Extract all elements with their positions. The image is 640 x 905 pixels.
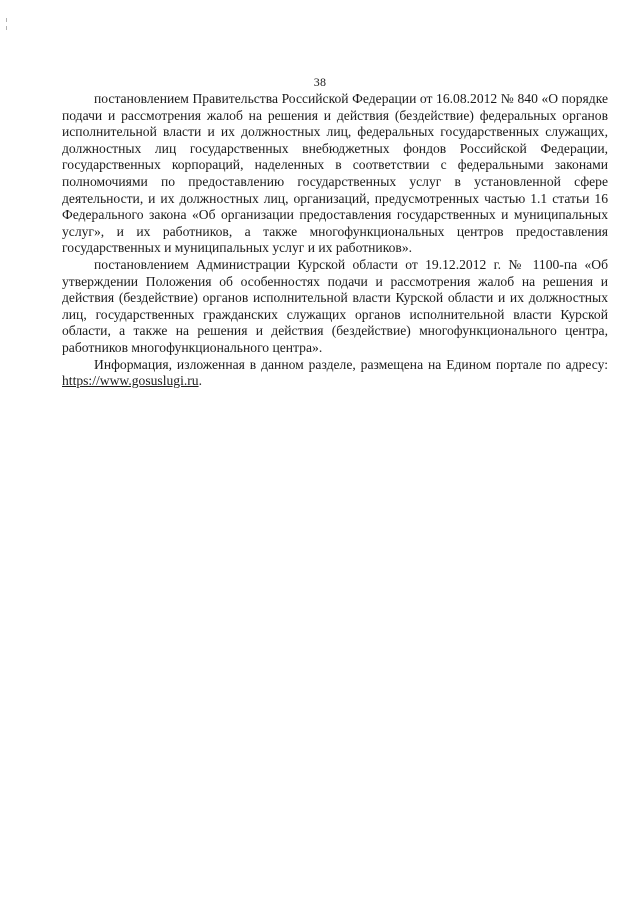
scan-edge-mark-top bbox=[6, 18, 7, 22]
scan-edge-mark-lower bbox=[6, 26, 7, 30]
gosuslugi-link[interactable]: https://www.gosuslugi.ru bbox=[62, 373, 199, 389]
paragraph-government-decree: постановлением Правительства Российской Федерации от 16.08.2012 № 840 «О порядке подачи и рассмотрения жалоб на решения и действия (бездействие) федеральных органов исполнительной власти и их должностных лиц, федеральных государственных служащих, должностных лиц государственных внебюджетных фондов Российской Федерации, государственных корпораций, наделенных в соответствии с федеральными законами полномочиями по предоставлению государственных услуг в установленной сфере деятельности, и их должностных лиц, организаций, предусмотренных частью 1.1 статьи 16 Федерального закона «Об организации предоставления государственных и муниципальных услуг», и их работников, а также многофункциональных центров предоставления государственных и муниципальных услуг и их работников». bbox=[62, 91, 608, 256]
portal-info-period: . bbox=[198, 373, 202, 389]
paragraph-portal-information bbox=[62, 357, 608, 390]
paragraph-kursk-administration-decree: постановлением Администрации Курской области от 19.12.2012 г. № 1100-па «Об утверждении Положения об особенностях подачи и рассмотрения жалоб на решения и действия (бездействие) органов исполнительной власти Курской области и их должностных лиц, государственных гражданских служащих органов исполнительной власти Курской области, а также на решения и действия (бездействие) многофункционального центра, работников многофункционального центра». bbox=[62, 256, 608, 355]
portal-info-text: Информация, изложенная в данном разделе, размещена на Едином портале по адресу: bbox=[94, 356, 608, 372]
document-body bbox=[62, 91, 608, 390]
page-number: 38 bbox=[313, 75, 327, 89]
